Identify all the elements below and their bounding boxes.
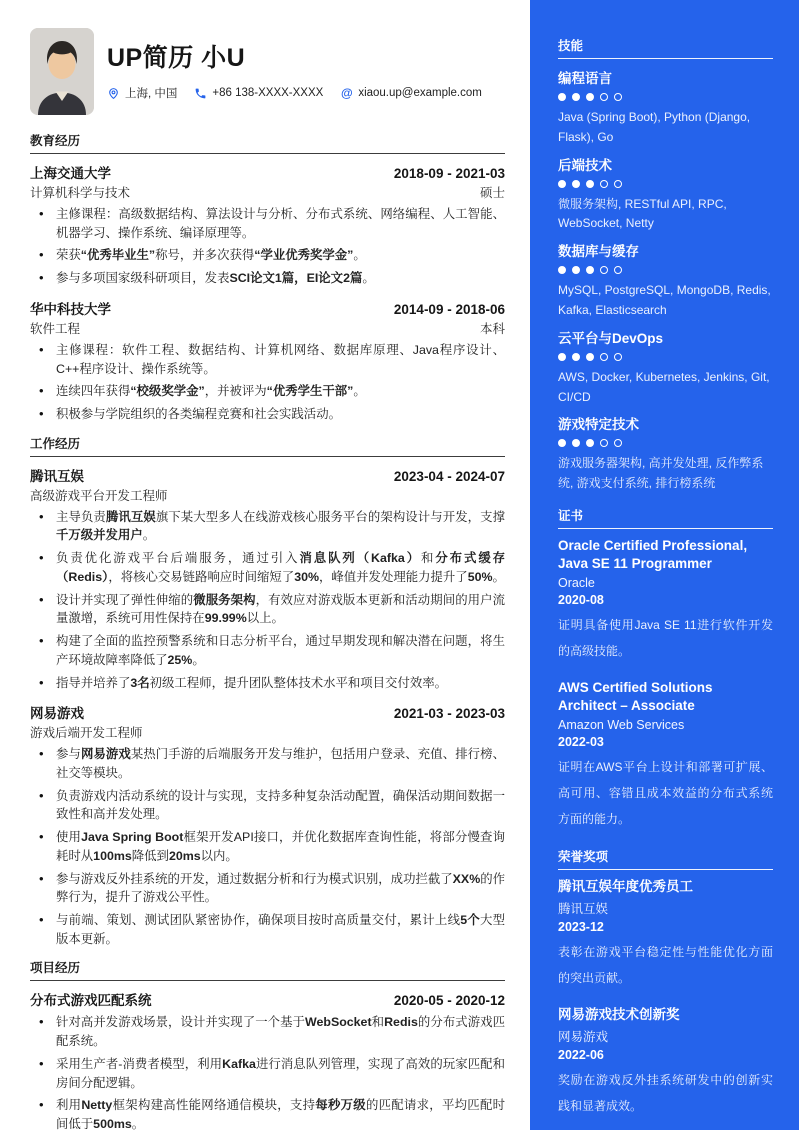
project-entry (30, 989, 505, 1133)
contact-phone (194, 87, 323, 100)
location-text: 上海, 中国 (125, 88, 178, 100)
project-name: 分布式游戏匹配系统 (30, 993, 152, 1009)
sidebar-title-awards: 荣誉奖项 (558, 847, 773, 870)
school-name: 华中科技大学 (30, 301, 111, 317)
highlighted-text: 30% (294, 569, 319, 584)
plain-text: 积极参与学院组织的各类编程竞赛和社会实践活动。 (56, 407, 341, 422)
degree-name: 本科 (479, 321, 505, 336)
highlighted-text: 微服务架构 (193, 592, 256, 607)
bullet-item (30, 1013, 505, 1050)
education-entry (30, 298, 505, 424)
certifications-list (558, 537, 773, 833)
level-dot-empty (600, 266, 608, 274)
plain-text: 设计并实现了弹性伸缩的 (56, 592, 194, 607)
award-item-description: 表彰在游戏平台稳定性与性能优化方面的突出贡献。 (558, 945, 773, 985)
skill-level-dots (558, 266, 773, 274)
level-dot-empty (600, 353, 608, 361)
skill-name: 数据库与缓存 (558, 244, 639, 260)
level-dot-filled (558, 93, 566, 101)
bullet-item (30, 632, 505, 669)
plain-text: 降低到 (131, 848, 169, 863)
major-name: 软件工程 (30, 321, 81, 336)
plain-text: 采用生产者-消费者模型，利用 (56, 1056, 223, 1071)
level-dot-filled (572, 93, 580, 101)
highlighted-text: 500ms (93, 1117, 132, 1131)
level-dot-filled (558, 439, 566, 447)
section-title-work: 工作经历 (30, 434, 505, 457)
candidate-name: UP简历 小U (107, 44, 246, 72)
plain-text: 和 (421, 551, 436, 566)
award-item-title: 网易游戏技术创新奖 (558, 1006, 680, 1022)
work-entries (30, 465, 505, 949)
highlighted-text: 20ms (168, 848, 201, 863)
skill-items: MySQL, PostgreSQL, MongoDB, Redis, Kafka, Elasticsearch (558, 283, 771, 317)
plain-text: 主导负责 (56, 509, 106, 524)
award-item-issuer: 网易游戏 (558, 1029, 609, 1044)
work-entry (30, 702, 505, 948)
bullet-item (30, 911, 505, 948)
section-title-projects: 项目经历 (30, 958, 505, 981)
resume-sidebar (530, 0, 799, 1130)
level-dot-filled (558, 180, 566, 188)
certification-item-date: 2020-08 (558, 593, 604, 608)
contact-row (107, 85, 482, 101)
level-dot-filled (572, 353, 580, 361)
highlighted-text: 5个 (460, 912, 480, 927)
highlighted-text: 腾讯互娱 (105, 509, 156, 524)
plain-text: 连续四年获得 (56, 384, 131, 399)
plain-text: 参与多项国家级科研项目，发表 (56, 271, 230, 286)
plain-text: 与前端、策划、测试团队紧密协作，确保项目按时高质量交付，累计上线 (56, 912, 461, 927)
certification-item-title: Oracle Certified Professional, Java SE 11 Programmer (558, 537, 748, 572)
entry-date: 2023-04 - 2024-07 (393, 468, 505, 484)
level-dot-empty (614, 439, 622, 447)
bullet-item (30, 674, 505, 693)
bullet-item (30, 828, 505, 865)
highlighted-text: Kafka (222, 1056, 256, 1071)
highlighted-text: 50% (467, 569, 493, 584)
phone-text: +86 138-XXXX-XXXX (212, 87, 324, 99)
level-dot-filled (586, 93, 594, 101)
award-item-issuer: 腾讯互娱 (558, 902, 609, 917)
plain-text: 以上。 (246, 611, 284, 626)
level-dot-empty (614, 353, 622, 361)
plain-text: 某热门手游的后端服务开发与维护，包括用户登录、充值、排行榜、社交等模块。 (56, 747, 506, 780)
plain-text: 负责优化游戏平台后端服务，通过引入 (56, 551, 300, 566)
plain-text: 框架开发API接口，并优化数据库查询性能，将部分慢查询耗时从 (56, 830, 505, 863)
header-info (107, 28, 482, 115)
bullet-list (30, 205, 505, 288)
level-dot-empty (600, 93, 608, 101)
highlighted-text: Redis (384, 1015, 418, 1030)
skill-level-dots (558, 180, 773, 188)
skill-items: Java (Spring Boot), Python (Django, Flask), Go (558, 110, 751, 144)
level-dot-filled (572, 266, 580, 274)
highlighted-text: “校级奖学金” (130, 384, 205, 399)
resume-header (30, 28, 505, 115)
award-item-title: 腾讯互娱年度优秀员工 (558, 878, 693, 894)
profile-photo (30, 28, 94, 115)
plain-text: ，将核心交易链路响应时间缩短了 (108, 569, 295, 584)
level-dot-filled (558, 353, 566, 361)
highlighted-text: XX% (452, 871, 481, 886)
skill-items: 游戏服务器架构, 高并发处理, 反作弊系统, 游戏支付系统, 排行榜系统 (558, 456, 764, 491)
education-entry (30, 162, 505, 288)
skill-level-dots (558, 439, 773, 447)
level-dot-empty (600, 439, 608, 447)
bullet-item (30, 745, 505, 782)
major-name: 计算机科学与技术 (30, 186, 131, 200)
highlighted-text: Java Spring Boot (81, 830, 184, 845)
location-pin-icon (107, 87, 120, 100)
plain-text: 荣获 (56, 248, 81, 263)
bullet-item (30, 508, 505, 545)
highlighted-text: Netty (81, 1098, 113, 1113)
level-dot-filled (586, 180, 594, 188)
level-dot-empty (614, 180, 622, 188)
bullet-item (30, 269, 505, 288)
bullet-list (30, 508, 505, 692)
certification-item-title: AWS Certified Solutions Architect – Associate (558, 680, 713, 714)
certification-item-issuer: Amazon Web Services (558, 718, 685, 733)
bullet-item (30, 405, 505, 424)
plain-text: 使用 (56, 830, 82, 845)
level-dot-filled (558, 266, 566, 274)
plain-text: 的匹配请求，平均匹配时间低于 (56, 1098, 506, 1131)
plain-text: ，峰值并发处理能力提升了 (319, 569, 468, 584)
level-dot-filled (586, 353, 594, 361)
plain-text: 。 (142, 528, 156, 543)
skill-level-dots (558, 353, 773, 361)
level-dot-empty (614, 93, 622, 101)
highlighted-text: “优秀学生干部” (266, 384, 354, 399)
job-title: 游戏后端开发工程师 (30, 726, 143, 741)
skill-name: 后端技术 (558, 157, 612, 173)
highlighted-text: 3名 (130, 675, 150, 690)
company-name: 腾讯互娱 (30, 468, 84, 484)
profile-photo-illustration (30, 28, 94, 115)
level-dot-filled (572, 180, 580, 188)
bullet-item (30, 549, 505, 586)
certification-item-description: 证明在AWS平台上设计和部署可扩展、高可用、容错且成本效益的分布式系统方面的能力。 (558, 760, 773, 827)
skill-name: 编程语言 (558, 71, 612, 86)
bullet-item (30, 205, 505, 242)
skill-item (558, 67, 773, 148)
highlighted-text: 消息队列（Kafka） (299, 551, 422, 566)
section-title-education: 教育经历 (30, 131, 505, 154)
plain-text: 称号，并多次获得 (155, 248, 255, 263)
plain-text: 利用 (56, 1098, 82, 1113)
work-entry (30, 465, 505, 692)
highlighted-text: 25% (167, 652, 193, 667)
sidebar-title-skills: 技能 (558, 36, 773, 59)
skill-items: 微服务架构, RESTful API, RPC, WebSocket, Netty (558, 196, 727, 231)
contact-email (340, 87, 482, 100)
highlighted-text: SCI论文1篇，EI论文2篇 (229, 271, 363, 286)
level-dot-filled (572, 439, 580, 447)
plain-text: 。 (353, 384, 366, 399)
certification-item-date: 2022-03 (558, 735, 604, 750)
project-entries (30, 989, 505, 1133)
skill-item (558, 413, 773, 494)
plain-text: 大型版本更新。 (56, 912, 505, 946)
highlighted-text: 网易游戏 (80, 747, 131, 762)
highlighted-text: “优秀毕业生” (80, 248, 156, 263)
bullet-item (30, 382, 505, 401)
plain-text: 。 (362, 271, 375, 286)
plain-text: 。 (131, 1117, 145, 1131)
level-dot-empty (614, 266, 622, 274)
skill-name: 游戏特定技术 (558, 417, 639, 433)
awards-list (558, 878, 773, 1120)
school-name: 上海交通大学 (30, 166, 111, 181)
phone-icon (194, 87, 207, 100)
entry-date: 2014-09 - 2018-06 (393, 301, 505, 317)
plain-text: 的作弊行为，提升了游戏公平性。 (56, 871, 506, 905)
entry-date: 2021-03 - 2023-03 (393, 706, 505, 722)
sidebar-title-certifications: 证书 (558, 506, 773, 529)
contact-location (107, 85, 177, 101)
award-item-date: 2022-06 (558, 1047, 604, 1062)
bullet-list (30, 341, 505, 424)
education-entries (30, 162, 505, 424)
certification-item-description: 证明具备使用Java SE 11进行软件开发的高级技能。 (558, 618, 773, 659)
plain-text: 进行消息队列管理，实现了高效的玩家匹配和房间分配逻辑。 (56, 1056, 505, 1090)
highlighted-text: 分布式缓存（Redis） (56, 551, 506, 584)
plain-text: 初级工程师，提升团队整体技术水平和项目交付效率。 (149, 675, 448, 690)
plain-text: 构建了全面的监控预警系统和日志分析平台，通过早期发现和解决潜在问题，将生产环境故障率降低了 (56, 634, 505, 667)
skill-item (558, 154, 773, 235)
skill-level-dots (558, 93, 773, 101)
entry-date: 2020-05 - 2020-12 (393, 993, 505, 1009)
certification-item (558, 679, 773, 833)
plain-text: 。 (492, 569, 505, 584)
plain-text: 针对高并发游戏场景，设计并实现了一个基于 (56, 1015, 306, 1030)
bullet-item (30, 787, 505, 824)
award-item (558, 1006, 773, 1120)
bullet-item (30, 1055, 505, 1092)
plain-text: ，有效应对游戏版本更新和活动期间的用户流量激增，系统可用性保持在 (56, 592, 506, 626)
plain-text: 的分布式游戏匹配系统。 (56, 1015, 506, 1049)
highlighted-text: 每秒万级 (315, 1098, 366, 1113)
plain-text: 参与 (56, 747, 81, 762)
highlighted-text: WebSocket (305, 1015, 372, 1030)
plain-text: 主修课程：软件工程、数据结构、计算机网络、数据库原理、Java程序设计、C++程序设计、操作系统等。 (56, 342, 505, 376)
plain-text: 和 (371, 1015, 385, 1030)
plain-text: 指导并培养了 (56, 675, 131, 690)
at-sign-icon: @ (340, 86, 353, 100)
bullet-item (30, 591, 505, 628)
skill-name: 云平台与DevOps (558, 330, 664, 346)
plain-text: 。 (353, 248, 366, 263)
highlighted-text: “学业优秀奖学金” (254, 248, 354, 263)
certification-item-issuer: Oracle (558, 576, 595, 591)
degree-name: 硕士 (479, 186, 505, 200)
job-title: 高级游戏平台开发工程师 (30, 488, 168, 503)
level-dot-empty (600, 180, 608, 188)
plain-text: 旗下某大型多人在线游戏核心服务平台的架构设计与开发，支撑 (155, 509, 506, 524)
bullet-item (30, 870, 505, 907)
email-text: xiaou.up@example.com (358, 87, 482, 99)
plain-text: 负责游戏内活动系统的设计与实现，支持多种复杂活动配置，确保活动期间数据一致性和高并发处理。 (56, 788, 505, 822)
bullet-item (30, 341, 505, 378)
plain-text: 以内。 (200, 848, 238, 863)
plain-text: 框架构建高性能网络通信模块，支持 (112, 1098, 316, 1113)
skills-list (558, 67, 773, 494)
skill-item (558, 240, 773, 321)
level-dot-filled (586, 439, 594, 447)
company-name: 网易游戏 (30, 706, 84, 722)
bullet-item (30, 246, 505, 265)
highlighted-text: 100ms (93, 848, 132, 863)
certification-item (558, 537, 773, 665)
skill-item (558, 327, 773, 408)
plain-text: 。 (192, 652, 205, 667)
award-item (558, 878, 773, 992)
bullet-list (30, 1013, 505, 1133)
level-dot-filled (586, 266, 594, 274)
highlighted-text: 99.99% (204, 611, 247, 626)
bullet-item (30, 1096, 505, 1133)
plain-text: 参与游戏反外挂系统的开发，通过数据分析和行为模式识别，成功拦截了 (56, 871, 453, 886)
award-item-date: 2023-12 (558, 920, 604, 935)
plain-text: 主修课程：高级数据结构、算法设计与分析、分布式系统、网络编程、人工智能、机器学习、操作系统、编译原理等。 (56, 207, 505, 240)
award-item-description: 奖励在游戏反外挂系统研发中的创新实践和显著成效。 (558, 1072, 773, 1113)
plain-text: ，并被评为 (204, 384, 267, 399)
highlighted-text: 千万级并发用户 (56, 528, 143, 543)
skill-items: AWS, Docker, Kubernetes, Jenkins, Git, CI/CD (558, 369, 770, 404)
entry-date: 2018-09 - 2021-03 (393, 166, 505, 181)
bullet-list (30, 745, 505, 948)
